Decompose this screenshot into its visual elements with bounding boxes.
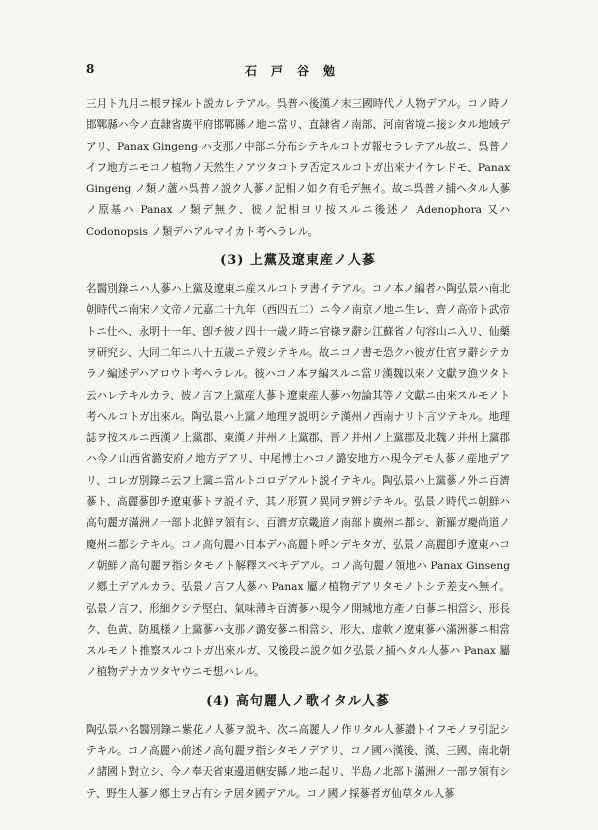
article-body	[86, 94, 510, 805]
page-header	[86, 62, 508, 82]
intro-paragraph: 三月ト九月ニ根ヲ採ルト説カレテアル。呉普ハ後漢ノ末三國時代ノ人物デアル。コノ時ノ邯鄲縣ハ今ノ直隷省廣平府邯鄲縣ノ地ニ當リ、直隷省ノ南部、河南省境ニ接シタル地域デアリ、Panax Gingeng ハ支那ノ中部ニ分布シテキルコトガ報セラレテアル故ニ、呉普ノイフ地方ニモコノ植物ノ天然生ノアツタコトヲ否定スルコトガ出來ナイケレドモ、Panax Gingeng ノ類ノ蘆ハ呉普ノ説ク人蔘ノ記相ノ如ク有毛デ無イ。故ニ呉普ノ捕ヘタル人蔘ノ原基ハ Panax ノ類デ無ク、彼ノ記相ヨリ按スルニ後述ノ Adenophora 又ハ Codonopsis ノ類デハアルマイカト考ヘラレル。	[86, 98, 510, 238]
section-3-paragraph: 名醫別錄ニハ人蔘ハ上黨及遼東ニ産スルコトヲ書イテアル。コノ本ノ編者ハ陶弘景ハ南北朝時代ニ南宋ノ文帝ノ元嘉二十九年（西四五二）ニ今ノ南京ノ地ニ生レ、齊ノ高帝ト武帝トニ仕ヘ、永明十一年、卽チ彼ノ四十一歳ノ時ニ官祿ヲ辭シ江蘇省ノ句容山ニ入リ、仙藥ヲ研究シ、大同二年ニ八十五歳ニテ歿シテキル。故ニコノ書モ恐クハ彼ガ仕官ヲ辭シテカラノ編述デハアロウト考ヘラレル。彼ハコノ本ヲ編スルニ當リ漢魏以來ノ文獻ヲ漁ツタト云ハレテキルカラ、彼ノ言フ上黨産人蔘ト遼東産人蔘ハ勿論其等ノ文獻ニ由來スルモノト考ヘルコトガ出來ル。陶弘景ハ上黨ノ地理ヲ説明シテ漢州ノ西南ナリト言ツテキル。地理誌ヲ按スルニ西漢ノ上黨郡、東漢ノ并州ノ上黨郡、晋ノ并州ノ上黨郡及北魏ノ并州上黨郡ハ今ノ山西省潞安府ノ地方デアリ、中尾博士ハコノ潞安地方ハ現今デモ人蔘ノ産地デアリ、コレガ別錄ニ云フ上黨ニ當ルトコロデアルト説イテキル。陶弘景ハ上黨蔘ノ外ニ百濟蔘ト、高麗蔘卽チ遼東蔘トヲ説イテ、其ノ形質ノ異同ヲ辨ジテキル。弘景ノ時代ニ朝鮮ハ高句麗ガ滿洲ノ一部ト北鮮ヲ領有シ、百濟ガ京畿道ノ南部ト廣州ニ都シ、新羅ガ慶尚道ノ慶州ニ都シテキル。コノ高句麗ハ日本デハ高麗ト呼ンデキタガ、弘景ノ高麗卽チ遼東ハコノ朝鮮ノ高句麗ヲ指シタモノト解釋スベキデアル。コノ高句麗ノ領地ハ Panax Ginseng ノ鄕土デアルカラ、弘景ノ言フ人蔘ハ Panax 屬ノ植物デアリタモノトシテ差支ヘ無イ。弘景ノ言フ、形細クシテ堅白、氣味薄キ百濟蔘ハ現今ノ開城地方產ノ白蔘ニ相當シ、形長ク、色黄、防風様ノ上黨蔘ハ支那ノ潞安蔘ニ相當シ、形大、虚軟ノ遼東蔘ハ滿洲蔘ニ相當スルモノト推察スルコトガ出來ルガ、又後段ニ説ク如ク弘景ノ捕ヘタル人蔘ハ Panax 屬ノ植物デナカツタヤウニモ想ハレル。	[86, 283, 510, 679]
page-number: 8	[86, 62, 95, 76]
section-3-heading: (3) 上黨及遼東産ノ人蔘	[220, 253, 376, 269]
section-4-heading: (4) 高句麗人ノ歌イタル人蔘	[206, 693, 390, 709]
section-4-paragraph: 陶弘景ハ名醫別錄ニ紫花ノ人蔘ヲ説キ、次ニ高麗人ノ作リタル人蔘讃トイフモノヲ引記シテキル。コノ高麗ハ前述ノ高句麗ヲ指シタモノデアリ、コノ國ハ漢後、漢、三國、南北朝ノ諸國ト對立シ、今ノ奉天省東邊道轄安縣ノ地ニ起リ、半島ノ北部ト滿洲ノ一部ヲ領有シテ、野生人蔘ノ鄕土ヲ占有シテ居タ國デアル。コノ國ノ採蔘者ガ仙草タル人蔘	[86, 723, 510, 800]
running-head: 石戸谷勉	[244, 64, 349, 78]
